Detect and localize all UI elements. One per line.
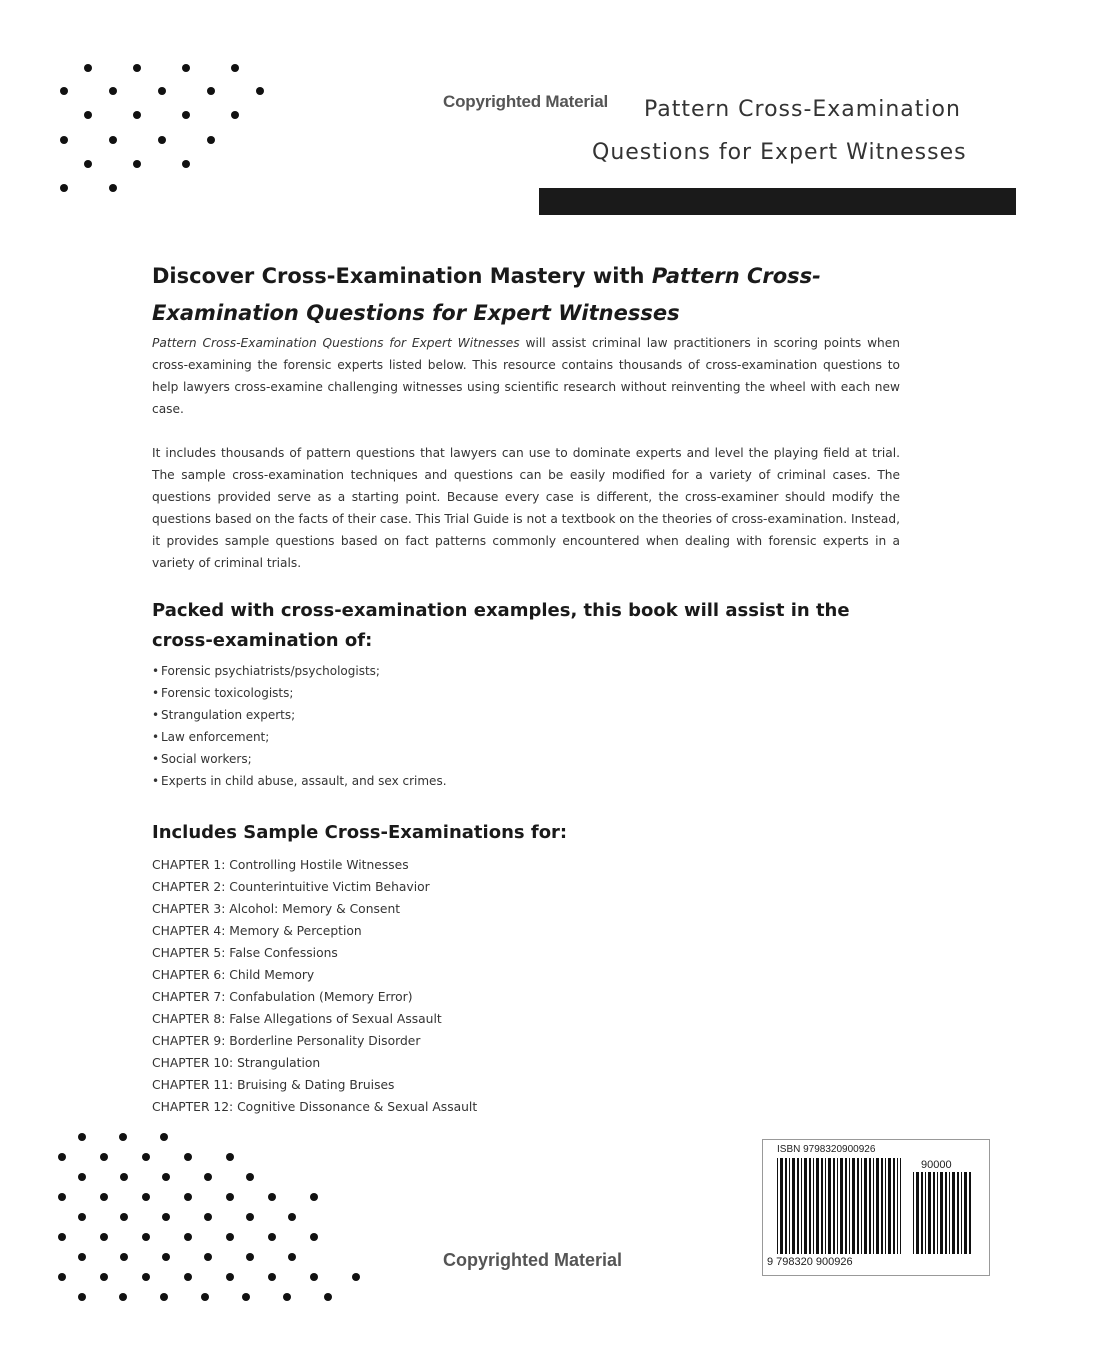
expert-list-item-text: Experts in child abuse, assault, and sex crimes. bbox=[161, 774, 447, 788]
decorative-dot bbox=[109, 87, 117, 95]
barcode-bar bbox=[893, 1158, 895, 1254]
barcode-bar bbox=[928, 1172, 931, 1254]
bullet-icon: • bbox=[152, 774, 160, 788]
bullet-icon: • bbox=[152, 664, 160, 678]
barcode-bar bbox=[845, 1158, 847, 1254]
barcode-bar bbox=[840, 1158, 843, 1254]
copyright-watermark-bottom: Copyrighted Material bbox=[443, 1250, 623, 1270]
barcode-bar bbox=[888, 1158, 891, 1254]
decorative-dot bbox=[133, 160, 141, 168]
decorative-dot bbox=[268, 1193, 276, 1201]
barcode-bar bbox=[852, 1158, 855, 1254]
decorative-dot bbox=[204, 1173, 212, 1181]
chapter-item: CHAPTER 8: False Allegations of Sexual Assault bbox=[152, 1012, 442, 1026]
decorative-dot bbox=[283, 1293, 291, 1301]
barcode-bar bbox=[849, 1158, 850, 1254]
barcode-bar bbox=[816, 1158, 819, 1254]
chapter-item: CHAPTER 9: Borderline Personality Disorder bbox=[152, 1034, 421, 1048]
barcode-bar bbox=[780, 1158, 783, 1254]
expert-list-item-text: Social workers; bbox=[161, 752, 252, 766]
decorative-dot bbox=[310, 1273, 318, 1281]
isbn-barcode bbox=[762, 1139, 990, 1276]
headline-prefix: Discover Cross-Examination Mastery with bbox=[152, 264, 652, 288]
chapter-item: CHAPTER 10: Strangulation bbox=[152, 1056, 321, 1070]
chapter-item: CHAPTER 2: Counterintuitive Victim Behavior bbox=[152, 880, 430, 894]
barcode-bar bbox=[837, 1158, 838, 1254]
chapter-item: CHAPTER 5: False Confessions bbox=[152, 946, 338, 960]
barcode-bar bbox=[949, 1172, 950, 1254]
barcode-bar bbox=[792, 1158, 795, 1254]
barcode-bar bbox=[825, 1158, 826, 1254]
expert-list-item bbox=[152, 704, 900, 726]
decorative-dot bbox=[142, 1193, 150, 1201]
decorative-dot bbox=[60, 136, 68, 144]
decorative-dot bbox=[142, 1153, 150, 1161]
decorative-dot bbox=[58, 1193, 66, 1201]
decorative-dot bbox=[158, 87, 166, 95]
decorative-dot bbox=[242, 1293, 250, 1301]
decorative-dot bbox=[120, 1173, 128, 1181]
barcode-bar bbox=[916, 1172, 919, 1254]
decorative-dot bbox=[109, 184, 117, 192]
headline bbox=[152, 258, 900, 332]
decorative-dot bbox=[158, 136, 166, 144]
barcode-bar bbox=[797, 1158, 799, 1254]
barcode-bar bbox=[777, 1158, 778, 1254]
decorative-dot bbox=[310, 1233, 318, 1241]
decorative-dot bbox=[119, 1133, 127, 1141]
expert-list-item bbox=[152, 770, 900, 792]
barcode-bar bbox=[921, 1172, 923, 1254]
barcode-bar bbox=[885, 1158, 886, 1254]
bullet-icon: • bbox=[152, 730, 160, 744]
decorative-dot bbox=[120, 1253, 128, 1261]
barcode-digits: 9 798320 900926 bbox=[767, 1256, 853, 1268]
decorative-dot bbox=[133, 64, 141, 72]
decorative-dot bbox=[109, 136, 117, 144]
isbn-label: ISBN 9798320900926 bbox=[777, 1144, 876, 1155]
decorative-dot bbox=[160, 1133, 168, 1141]
decorative-dot bbox=[226, 1273, 234, 1281]
barcode-bar bbox=[873, 1158, 874, 1254]
decorative-dot bbox=[119, 1293, 127, 1301]
copyright-watermark-top: Copyrighted Material bbox=[443, 92, 609, 111]
barcode-bar bbox=[809, 1158, 811, 1254]
decorative-dot bbox=[184, 1273, 192, 1281]
barcode-bar bbox=[864, 1158, 867, 1254]
decorative-dot bbox=[226, 1233, 234, 1241]
decorative-dot bbox=[133, 111, 141, 119]
decorative-dot bbox=[60, 184, 68, 192]
decorative-dot bbox=[84, 160, 92, 168]
decorative-dot bbox=[142, 1233, 150, 1241]
packed-heading: Packed with cross-examination examples, this book will assist in the cross-examination of: bbox=[152, 600, 850, 651]
decorative-dot bbox=[184, 1233, 192, 1241]
chapter-item: CHAPTER 3: Alcohol: Memory & Consent bbox=[152, 902, 401, 916]
decorative-dot bbox=[288, 1253, 296, 1261]
decorative-dot bbox=[310, 1193, 318, 1201]
decorative-dot bbox=[100, 1153, 108, 1161]
decorative-dot bbox=[226, 1193, 234, 1201]
decorative-dot bbox=[204, 1213, 212, 1221]
chapter-item: CHAPTER 6: Child Memory bbox=[152, 968, 315, 982]
decorative-dot bbox=[100, 1193, 108, 1201]
dot-pattern-bottom bbox=[0, 1120, 360, 1320]
decorative-dot bbox=[58, 1233, 66, 1241]
barcode-bar bbox=[952, 1172, 955, 1254]
decorative-dot bbox=[182, 160, 190, 168]
decorative-dot bbox=[100, 1233, 108, 1241]
bullet-icon: • bbox=[152, 752, 160, 766]
decorative-dot bbox=[182, 64, 190, 72]
expert-list-item bbox=[152, 660, 900, 682]
dot-pattern-top bbox=[0, 0, 280, 230]
decorative-dot bbox=[160, 1293, 168, 1301]
expert-list-item-text: Law enforcement; bbox=[161, 730, 270, 744]
barcode-bar bbox=[937, 1172, 938, 1254]
decorative-dot bbox=[204, 1253, 212, 1261]
decorative-dot bbox=[288, 1213, 296, 1221]
barcode-bar bbox=[789, 1158, 790, 1254]
decorative-dot bbox=[246, 1173, 254, 1181]
decorative-dot bbox=[84, 111, 92, 119]
decorative-dot bbox=[142, 1273, 150, 1281]
decorative-dot bbox=[207, 87, 215, 95]
decorative-dot bbox=[78, 1173, 86, 1181]
decorative-dot bbox=[100, 1273, 108, 1281]
decorative-dot bbox=[162, 1213, 170, 1221]
barcode-bars-main bbox=[777, 1158, 901, 1254]
description-paragraph-1 bbox=[152, 332, 900, 420]
barcode-bar bbox=[913, 1172, 914, 1254]
decorative-dot bbox=[268, 1273, 276, 1281]
decorative-dot bbox=[60, 87, 68, 95]
expert-list bbox=[152, 660, 900, 792]
cover-title-line-1: Pattern Cross-Examination bbox=[644, 97, 961, 122]
barcode-bar bbox=[876, 1158, 879, 1254]
decorative-dot bbox=[58, 1153, 66, 1161]
barcode-bar bbox=[881, 1158, 883, 1254]
decorative-dot bbox=[162, 1173, 170, 1181]
barcode-bar bbox=[861, 1158, 862, 1254]
barcode-bar bbox=[897, 1158, 898, 1254]
headline-book-title: Pattern Cross-Examination Questions for Expert Witnesses bbox=[152, 264, 821, 325]
chapter-item: CHAPTER 11: Bruising & Dating Bruises bbox=[152, 1078, 395, 1092]
decorative-dot bbox=[268, 1233, 276, 1241]
price-code: 90000 bbox=[921, 1159, 952, 1171]
barcode-bar bbox=[969, 1172, 971, 1254]
barcode-bar bbox=[945, 1172, 947, 1254]
decorative-dot bbox=[352, 1273, 360, 1281]
barcode-bar bbox=[801, 1158, 802, 1254]
decorative-dot bbox=[78, 1213, 86, 1221]
decorative-dot bbox=[78, 1133, 86, 1141]
expert-list-item-text: Forensic psychiatrists/psychologists; bbox=[161, 664, 380, 678]
paragraph-1-text: will assist criminal law practitioners in scoring points when cross-examining the forensic experts listed below. This resource contains thousands of cross-examination questions to help lawyers cross-examine challenging witnesses using scientific research without reinventing the wheel with each new case. bbox=[152, 336, 900, 416]
barcode-bar bbox=[957, 1172, 959, 1254]
expert-list-item-text: Strangulation experts; bbox=[161, 708, 296, 722]
chapter-list bbox=[152, 854, 900, 1118]
cover-title-line-2: Questions for Expert Witnesses bbox=[592, 140, 967, 165]
decorative-dot bbox=[231, 111, 239, 119]
includes-heading: Includes Sample Cross-Examinations for: bbox=[152, 822, 568, 843]
barcode-bar bbox=[833, 1158, 835, 1254]
decorative-dot bbox=[78, 1253, 86, 1261]
decorative-dot bbox=[256, 87, 264, 95]
barcode-bar bbox=[961, 1172, 962, 1254]
expert-list-item-text: Forensic toxicologists; bbox=[161, 686, 294, 700]
barcode-bars-addon bbox=[913, 1172, 973, 1254]
expert-list-item bbox=[152, 748, 900, 770]
barcode-bar bbox=[804, 1158, 807, 1254]
barcode-bar bbox=[940, 1172, 943, 1254]
decorative-dot bbox=[84, 64, 92, 72]
barcode-bar bbox=[785, 1158, 787, 1254]
decorative-dot bbox=[207, 136, 215, 144]
decorative-dot bbox=[324, 1293, 332, 1301]
decorative-dot bbox=[226, 1153, 234, 1161]
barcode-bar bbox=[933, 1172, 935, 1254]
title-underline-bar bbox=[539, 188, 1016, 215]
decorative-dot bbox=[246, 1213, 254, 1221]
expert-list-item bbox=[152, 682, 900, 704]
barcode-bar bbox=[964, 1172, 967, 1254]
decorative-dot bbox=[78, 1293, 86, 1301]
barcode-bar bbox=[813, 1158, 814, 1254]
decorative-dot bbox=[162, 1253, 170, 1261]
bullet-icon: • bbox=[152, 708, 160, 722]
chapter-item: CHAPTER 1: Controlling Hostile Witnesses bbox=[152, 858, 409, 872]
barcode-bar bbox=[900, 1158, 901, 1254]
decorative-dot bbox=[120, 1213, 128, 1221]
barcode-bar bbox=[869, 1158, 871, 1254]
expert-list-item bbox=[152, 726, 900, 748]
decorative-dot bbox=[182, 111, 190, 119]
decorative-dot bbox=[184, 1153, 192, 1161]
description-paragraph-2: It includes thousands of pattern questions that lawyers can use to dominate experts and level the playing field at trial. The sample cross-examination techniques and questions can be easily modified for a variety of criminal cases. The questions provided serve as a starting point. Because every case is different, the cross-examiner should modify the questions based on the facts of their case. This Trial Guide is not a textbook on the theories of cross-examination. Instead, it provides sample questions based on fact patterns commonly encountered when dealing with forensic experts in a variety of criminal trials. bbox=[152, 446, 900, 570]
paragraph-book-title: Pattern Cross-Examination Questions for Expert Witnesses bbox=[152, 336, 520, 350]
decorative-dot bbox=[246, 1253, 254, 1261]
chapter-item: CHAPTER 7: Confabulation (Memory Error) bbox=[152, 990, 413, 1004]
decorative-dot bbox=[231, 64, 239, 72]
bullet-icon: • bbox=[152, 686, 160, 700]
barcode-bar bbox=[821, 1158, 823, 1254]
chapter-item: CHAPTER 12: Cognitive Dissonance & Sexual Assault bbox=[152, 1100, 478, 1114]
barcode-bar bbox=[828, 1158, 831, 1254]
decorative-dot bbox=[58, 1273, 66, 1281]
back-cover-content bbox=[152, 258, 900, 1118]
barcode-bar bbox=[925, 1172, 926, 1254]
chapter-item: CHAPTER 4: Memory & Perception bbox=[152, 924, 362, 938]
barcode-bar bbox=[857, 1158, 859, 1254]
decorative-dot bbox=[184, 1193, 192, 1201]
decorative-dot bbox=[201, 1293, 209, 1301]
